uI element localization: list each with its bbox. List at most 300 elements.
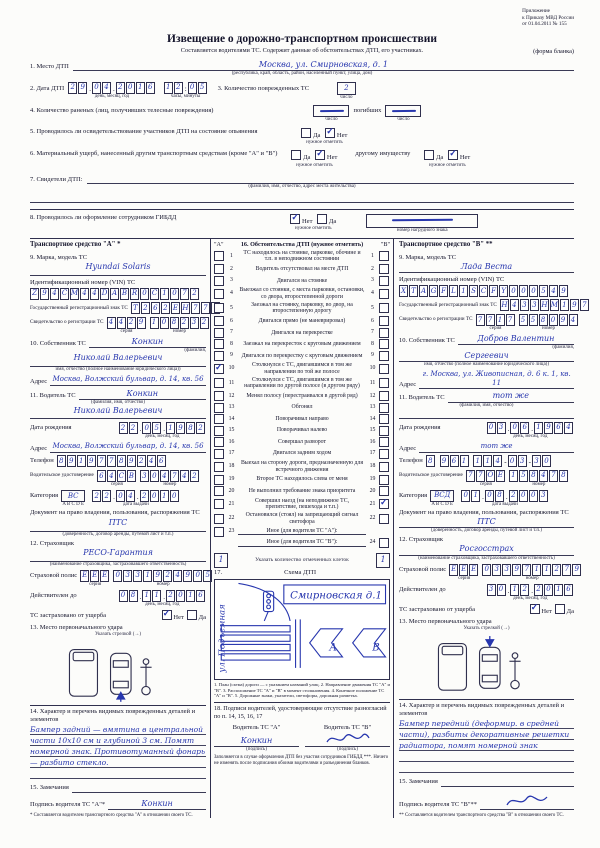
circumstance-text: Столкнулся с ТС, двигавшимся в том же направлении по той же полосе [252, 362, 352, 375]
sign-hint-b: (подпись) [337, 746, 358, 752]
circumstance-row-5 [214, 302, 390, 315]
circumstance-row-16 [214, 437, 390, 447]
police-no-checkbox [290, 214, 300, 224]
circumstance-20-checkbox-a [214, 486, 224, 496]
birth-label: Дата рождения [30, 423, 72, 431]
license-series-boxes: 7 7 О Е [466, 470, 506, 482]
circumstance-number: 16 [228, 438, 235, 445]
insured-label: ТС застраховано от ущерба [399, 605, 476, 613]
owner-address: г. Москва, ул. Живописная, д. 6 к. 1, кв. 11 [422, 369, 571, 387]
category-label: Категория [399, 491, 428, 499]
time-boxes: 1 2 : 0 5 [164, 82, 208, 94]
circumstance-number: 1 [230, 252, 233, 259]
header-b: "В" [380, 241, 390, 249]
valid-hint: день, месяц, год [145, 601, 180, 607]
owner-name2: Сергеевич [464, 350, 509, 360]
plate-label: Государственный регистрационный знак ТС [399, 302, 497, 309]
circumstance-text: Менял полосу (перестраивался в другой ряд) [246, 392, 358, 399]
phone-boxes: 8 9 6 1 1 1 4 - 0 3 - 3 0 [426, 455, 552, 467]
circumstance-20-checkbox-b [379, 486, 389, 496]
owner-name2-line [399, 351, 574, 362]
number-hint: номер [525, 575, 539, 581]
witnesses-label: 7. Свидетели ДТП: [30, 175, 83, 183]
brand-label: 9. Марка, модель ТС [30, 254, 88, 262]
circumstance-number: 2 [230, 265, 233, 272]
circumstance-24-checkbox-b [379, 538, 389, 548]
other-property-label: другому имуществу [355, 150, 411, 158]
remarks-label: 15. Замечания [399, 778, 438, 786]
circumstance-text: Иное (для водителя ТС "А"): [238, 528, 366, 535]
circumstance-number: 7 [230, 329, 233, 336]
owner-address-label: Адрес [399, 380, 417, 388]
field-intox [30, 128, 574, 146]
circumstance-number: 15 [228, 427, 235, 434]
circumstance-number: 1 [371, 252, 374, 259]
no-label: Нет [301, 217, 313, 225]
circumstance-number: 4 [230, 290, 233, 297]
damage-other-no-checkbox [315, 150, 325, 160]
sign-hint-a: (подпись) [246, 746, 267, 752]
damage-label: 14. Характер и перечень видимых поврежденных деталей и элементов [399, 699, 574, 718]
circumstance-text: Обгонял [291, 404, 313, 411]
issued-boxes: 2 2 . 0 4 . 2 0 1 0 [92, 490, 180, 502]
no-label: Нет [173, 613, 184, 621]
insurer-hint: (наименование страховщика, застраховавшего ответственность) [49, 561, 187, 567]
circumstance-row-20 [214, 486, 390, 496]
circumstance-3-checkbox-a [214, 276, 224, 286]
policy-number-boxes: 0 3 3 9 7 1 1 2 7 9 [482, 564, 582, 576]
cert-number-boxes: 5 5 8 0 9 4 [519, 314, 579, 326]
witnesses-line2 [30, 192, 574, 203]
circumstance-7-checkbox-b [379, 328, 389, 338]
category-hint: A B C D E [431, 501, 453, 507]
circumstance-row-3 [214, 276, 390, 286]
insurer-hint: (наименование страховщика, застраховавшего ответственность) [418, 555, 555, 561]
policy-series-boxes: Е Е Е [449, 564, 479, 576]
date-hint: день, месяц, год [94, 93, 130, 99]
circumstance-text: Иное (для водителя ТС "В"): [238, 539, 366, 546]
circumstance-18-checkbox-b [379, 462, 389, 472]
valid-boxes: 0 8 . 1 1 . 2 0 1 6 [119, 590, 207, 602]
circumstance-22-checkbox-a [214, 514, 224, 524]
circumstance-6-checkbox-a [214, 316, 224, 326]
doc-line [399, 517, 574, 528]
circumstance-number: 5 [230, 304, 233, 311]
header-a: "А" [214, 241, 224, 249]
policy-label: Страховой полис [399, 565, 447, 573]
series-hint: серия [479, 481, 492, 487]
circumstance-number: 5 [371, 304, 374, 311]
insurer-line [30, 548, 206, 562]
circumstance-4-checkbox-b [379, 289, 389, 299]
circumstance-11-checkbox-b [379, 378, 389, 388]
field-material-damage [30, 150, 574, 168]
insurer-label: 12. Страховщик [30, 539, 75, 547]
circumstance-4-checkbox-a [214, 289, 224, 299]
circumstance-text: Остановился (стоял) на запрещающий сигнал светофора [245, 512, 359, 525]
doc-label: Документ на право владения, пользования, распоряжения ТС [399, 509, 569, 517]
remarks-line [72, 782, 206, 793]
circumstance-5-checkbox-b [379, 303, 389, 313]
circumstance-row-19 [214, 475, 390, 485]
no-label: Нет [459, 154, 471, 162]
number-hint: номер [163, 481, 177, 487]
owner-address: Москва, Волжский бульвар, д. 14, кв. 56 [52, 375, 204, 384]
field-witnesses [30, 173, 574, 184]
brand-value: Hyundai Solaris [85, 262, 151, 272]
vehicle-header: Транспортное средство "А" * [30, 241, 121, 249]
place-hint: (республика, край, область, район, населенный пункт, улица, дом) [231, 71, 373, 77]
circumstance-13-checkbox-a [214, 403, 224, 413]
circumstance-number: 9 [371, 352, 374, 359]
circumstance-row-8 [214, 339, 390, 349]
circumstance-number: 22 [369, 515, 376, 521]
damaged-count-hint: число [340, 94, 353, 100]
damage-other-yes-checkbox [291, 150, 301, 160]
count-b: 1 [380, 555, 386, 565]
no-label: Нет [336, 131, 348, 139]
valid-label: Действителен до [30, 591, 77, 599]
category-value: ВСД [434, 491, 451, 500]
phone-boxes: 8 9 1 9 7 7 8 9 2 4 6 [57, 455, 167, 467]
insurer-value: Росгосстрах [459, 544, 514, 554]
form-subtitle: Составляется водителями ТС. Содержит данные об обстоятельствах ДТП, его участниках. [180, 47, 424, 55]
driver-name: тот же [492, 391, 529, 401]
doc-label: Документ на право владения, пользования, распоряжения ТС [30, 509, 200, 517]
brand-value: Лада Веста [460, 262, 513, 272]
insured-label: ТС застраховано от ущерба [30, 611, 107, 619]
circumstance-7-checkbox-a [214, 328, 224, 338]
circumstance-text: Поворачивал налево [276, 427, 328, 434]
plate-boxes: Н 4 3 3 Н М 1 9 7 [500, 299, 590, 311]
owner-hint2: имя, отчество (полное наименование юридического лица)) [424, 361, 549, 367]
yes-label: Да [303, 154, 311, 162]
circumstance-23-checkbox-a [214, 527, 224, 537]
driver-b-signature-flourish [325, 732, 371, 746]
damage-label: 14. Характер и перечень видимых поврежденных деталей и элементов [30, 705, 206, 724]
circumstance-number: 4 [371, 290, 374, 297]
circumstance-number: 23 [228, 527, 235, 534]
circumstance-row-12 [214, 391, 390, 401]
circumstance-15-checkbox-b [379, 426, 389, 436]
license-series-boxes: 6 4 С В [97, 470, 137, 482]
vehicle-pictograms [431, 634, 543, 696]
remarks-line [441, 776, 574, 787]
circumstance-number: 3 [371, 277, 374, 284]
schema-vehicle-a-label: А [329, 642, 337, 654]
yes-label: Да [313, 131, 321, 139]
injured-dash [313, 105, 349, 117]
property-yes-checkbox [424, 150, 434, 160]
circumstance-row-11 [214, 377, 390, 390]
circumstance-number: 6 [371, 317, 374, 324]
circumstances-header [214, 241, 390, 249]
policy-number-boxes: 0 3 3 1 9 2 4 9 0 5 [113, 570, 213, 582]
circumstance-number: 2 [371, 265, 374, 272]
driver-hint: (фамилия, имя, отчество) [91, 400, 145, 405]
property-mark-hint: нужное отметить [429, 162, 466, 168]
witnesses-hint: (фамилия, имя, отчество, адрес места жительства) [248, 184, 356, 190]
doc-line [30, 518, 206, 532]
circumstance-10-checkbox-b [379, 364, 389, 374]
form-title: Извещение о дорожно-транспортном происшествии [167, 33, 437, 45]
circumstance-number: 11 [228, 379, 235, 386]
circumstance-17-checkbox-b [379, 449, 389, 459]
damaged-label: 3. Количество поврежденных ТС [217, 84, 310, 92]
police-yes-checkbox [317, 214, 327, 224]
circumstance-number: 17 [369, 450, 376, 457]
driver-hint: (фамилия, имя, отчество) [459, 402, 514, 408]
circumstance-9-checkbox-a [214, 351, 224, 361]
driver-signature-flourish [505, 793, 549, 809]
brand-value-line [30, 262, 206, 276]
circumstance-number: 21 [228, 500, 235, 507]
circumstance-text: Двигался по перекрестку с круговым движением [241, 352, 363, 359]
circumstance-row-15 [214, 426, 390, 436]
circumstance-9-checkbox-b [379, 351, 389, 361]
main-table [30, 238, 587, 818]
owner-address-label: Адрес [30, 378, 48, 386]
circumstance-text: Двигался на перекрестке [271, 329, 333, 336]
circumstance-14-checkbox-b [379, 414, 389, 424]
circumstances-list [214, 250, 390, 550]
policy-series-boxes: Е Е Е [80, 570, 110, 582]
driver-a-signature: Конкин [240, 735, 273, 745]
owner-name: Добров Валентин [477, 333, 555, 343]
driver-b-label: Водитель ТС "В" [323, 723, 372, 731]
circumstance-number: 13 [228, 404, 235, 411]
schema-street-box: Смирновская д.1 [290, 590, 382, 602]
no-label: Нет [326, 154, 338, 162]
impact-hint: Указать стрелкой (→) [463, 626, 510, 632]
remarks-label: 15. Замечания [30, 784, 69, 792]
accident-schema [214, 579, 390, 680]
appendix-line1: Приложение [522, 8, 550, 14]
insured-no-checkbox [162, 610, 172, 620]
circumstance-text: Совершал разворот [278, 438, 326, 445]
circumstance-number: 3 [230, 277, 233, 284]
section18-note: Заполняется в случае оформления ДТП без участия сотрудников ГИБДД ***. Ничего не изменять после подписания обоими водителями и разъединения бланков. [214, 755, 389, 766]
field-injured [30, 105, 574, 123]
badge-hint: номер нагрудного знака [396, 227, 448, 233]
appendix-line3: от 01.04.2011 № 155 [522, 21, 567, 27]
circumstance-number: 14 [369, 415, 376, 422]
circumstance-number: 10 [369, 365, 376, 372]
place-label: 1. Место ДТП [30, 63, 69, 71]
cert-label: Свидетельство о регистрации ТС [399, 315, 473, 322]
circumstance-number: 19 [369, 476, 376, 483]
insurer-label: 12. Страховщик [399, 536, 444, 544]
circumstance-12-checkbox-b [379, 391, 389, 401]
birth-boxes: 0 3 . 0 6 . 1 9 6 4 [487, 422, 575, 434]
circumstance-text: Столкнулся с ТС, двигавшимся в том же направлении по другой полосе (в другом ряду) [244, 376, 360, 390]
circumstance-2-checkbox-a [214, 264, 224, 274]
injured-label: 4. Количество раненых (лиц, получивших телесные повреждения) [30, 107, 214, 115]
no-label: Нет [541, 607, 552, 615]
insurer-line [399, 544, 574, 555]
circumstance-row-7 [214, 328, 390, 338]
count-label: Указать количество отмеченных клеток [255, 557, 349, 564]
owner-label: 10. Собственник ТС [399, 336, 455, 344]
dead-dash [385, 105, 421, 117]
circumstance-number: 24 [369, 539, 376, 546]
yes-label: Да [436, 154, 444, 162]
circumstance-1-checkbox-a [214, 251, 224, 261]
birth-label: Дата рождения [399, 423, 441, 431]
valid-boxes: 3 0 . 1 2 . 2 0 1 6 [487, 584, 575, 596]
issued-hint: дата выдачи [492, 501, 518, 507]
birth-hint: день, месяц, год [145, 433, 180, 439]
section-18 [214, 702, 390, 767]
doc-value: ПТС [477, 517, 496, 527]
schema-title: Схема ДТП [284, 568, 317, 576]
driver-sign-label: Подпись водителя ТС "В"** [399, 801, 478, 809]
circumstance-number: 20 [369, 487, 376, 494]
damage-text: Бампер задний — вмятина в центральной части 10х10 см и глубиной 3 см. Помят номерной знак. Противотуманный фонарь — разбито стекло. [30, 724, 206, 779]
valid-label: Действителен до [399, 585, 446, 593]
number-hint: номер [532, 481, 546, 487]
driver-address: Москва, Волжский бульвар, д. 14, кв. 56 [52, 441, 204, 450]
circumstance-number: 22 [228, 515, 235, 521]
doc-value: ПТС [108, 517, 128, 527]
circumstance-number: 8 [371, 340, 374, 347]
series-hint: серия [89, 581, 102, 587]
circumstance-text: Двигался задним ходом [272, 450, 332, 457]
circumstance-11-checkbox-a [214, 378, 224, 388]
circumstance-16-checkbox-a [214, 437, 224, 447]
circumstance-number: 13 [369, 404, 376, 411]
series-hint: серия [110, 481, 123, 487]
circumstance-row-2 [214, 264, 390, 274]
circumstance-text: Выехал на сторону дороги, предназначенную для встречного движения [240, 460, 364, 473]
circumstance-15-checkbox-a [214, 426, 224, 436]
appendix-note [522, 8, 574, 28]
policy-label: Страховой полис [30, 571, 78, 579]
plate-boxes: Т 2 6 2 Е Н 7 7 [131, 302, 221, 314]
circumstance-text: Выезжал со стоянки, с места парковки, остановки, со двора, второстепенной дороги [239, 287, 365, 300]
circumstance-row-24 [214, 538, 390, 548]
vehicle-a-column [30, 239, 210, 818]
place-value: Москва, ул. Смирновская, д. 1 [258, 60, 388, 70]
valid-hint: день, месяц, год [513, 595, 548, 601]
schema-number: 17. [214, 568, 223, 576]
vin-label: Идентификационный номер (VIN) ТС [30, 278, 136, 286]
intox-label: 5. Проводилось ли освидетельствование участников ДТП на состояние опьянения [30, 127, 258, 135]
section18-title: 18. Подписи водителей, удостоверяющие отсутствие разногласий по п. 14, 15, 16, 17 [214, 705, 387, 720]
circumstance-number: 20 [228, 487, 235, 494]
damage-text: Бампер передний (деформир. в средней части), разбиты декоративные решетки радиатора, помят номерной знак [399, 718, 574, 773]
doc-hint: (доверенность, договор аренды, путевой лист и т.п.) [431, 528, 542, 534]
brand-label: 9. Марка, модель ТС [399, 254, 457, 262]
yes-label: Да [328, 217, 337, 225]
circumstance-row-6 [214, 316, 390, 326]
damage-other-label: 6. Материальный ущерб, нанесенный другим транспортным средствам (кроме "А" и "В") [30, 150, 278, 158]
category-hint: A B C D E [62, 501, 84, 507]
circumstance-5-checkbox-a [214, 303, 224, 313]
time-hint: часы, минуты [170, 93, 201, 99]
driver-address: тот же [480, 441, 513, 450]
circumstance-row-1 [214, 250, 390, 263]
damaged-value: 2 [344, 83, 349, 92]
field-police [30, 209, 574, 234]
circumstance-number: 18 [228, 463, 235, 470]
circumstance-18-checkbox-a [214, 462, 224, 472]
property-no-checkbox [448, 150, 458, 160]
vehicle-header: Транспортное средство "В" ** [399, 241, 493, 249]
license-number-boxes: 3 0 4 7 4 2 [140, 470, 200, 482]
circumstance-text: Водитель отсутствовал на месте ДТП [255, 266, 349, 273]
intox-no-checkbox [325, 128, 335, 138]
circumstance-8-checkbox-b [379, 339, 389, 349]
count-a: 1 [218, 555, 224, 565]
circumstance-12-checkbox-a [214, 391, 224, 401]
circumstance-21-checkbox-b [379, 499, 389, 509]
owner-name2-line [30, 353, 206, 367]
witnesses-line1 [87, 173, 574, 184]
circumstance-number: 16 [369, 438, 376, 445]
brand-value-line [399, 262, 574, 273]
circumstance-3-checkbox-b [379, 276, 389, 286]
phone-label: Телефон [399, 457, 423, 465]
column-footnote: * Составляется водителем транспортного средства "А" в отношении своего ТС. [30, 812, 193, 818]
circumstance-row-13 [214, 403, 390, 413]
driver-sign-label: Подпись водителя ТС "А"* [30, 801, 106, 809]
circumstances-column [210, 239, 394, 818]
vin-boxes: Z 9 4 C M 4 4 D A B R 0 C 1 0 7 2 [30, 288, 206, 300]
doc-hint: (доверенность, договор аренды, путевой лист и т.п.) [62, 531, 174, 537]
series-hint: серия [120, 328, 133, 334]
cert-label: Свидетельство о регистрации ТС [30, 318, 104, 325]
category-value: ВС [67, 491, 79, 500]
circumstance-row-17 [214, 449, 390, 459]
driver-label: 11. Водитель ТС [399, 394, 445, 402]
circumstance-text: Заезжал на стоянку, парковку, во двор, на второстепенную дорогу [251, 301, 353, 315]
circumstance-text: Заезжал на перекресток с круговым движением [243, 341, 361, 348]
circumstance-row-14 [214, 414, 390, 424]
impact-arrow-down [486, 636, 493, 646]
circumstance-6-checkbox-b [379, 316, 389, 326]
circumstance-number: 6 [230, 317, 233, 324]
field-date-row [30, 82, 574, 101]
vehicle-pictograms [62, 640, 174, 702]
circumstance-number: 7 [371, 329, 374, 336]
circumstance-row-10 [214, 362, 390, 375]
circumstances-title: 16. Обстоятельства ДТП (нужное отметить) [240, 241, 364, 249]
owner-hint1: (фамилия, [184, 347, 206, 353]
insured-no-checkbox [530, 604, 540, 614]
license-number-boxes: 1 5 8 4 7 8 [509, 470, 569, 482]
circumstance-row-18 [214, 460, 390, 473]
injured-count-hint: число [325, 117, 338, 123]
circumstance-text: ТС находилось на стоянке, парковке, обочине и т.п. в неподвижном состоянии [243, 249, 361, 263]
birth-hint: день, месяц, год [513, 433, 548, 439]
circumstance-text: Двигался на стоянке [276, 277, 328, 284]
schema-drawing [215, 580, 391, 676]
vehicle-b-column [394, 239, 587, 818]
circumstance-19-checkbox-a [214, 475, 224, 485]
schema-caption: 1. План (схема) дороги — с указанием названий улиц. 2. Направление движения ТС "А" и "В". 3. Расположение ТС "А" и "В" в момент столкновения. 4. Конечное положение ТС "А" и "В". 5. Дорожные знаки, указатели, светофоры, дорожная разметка. [214, 681, 390, 699]
circumstance-number: 14 [228, 415, 235, 422]
circumstance-number: 11 [369, 379, 376, 386]
circumstance-number: 9 [230, 352, 233, 359]
plate-label: Государственный регистрационный знак ТС [30, 305, 128, 312]
circumstance-row-22 [214, 512, 390, 525]
number-hint: номер [542, 325, 555, 331]
circumstance-number: 8 [230, 340, 233, 347]
circumstance-22-checkbox-b [379, 514, 389, 524]
driver-name2-line [30, 406, 206, 420]
circumstance-text: Двигался прямо (не маневрировал) [258, 318, 346, 325]
